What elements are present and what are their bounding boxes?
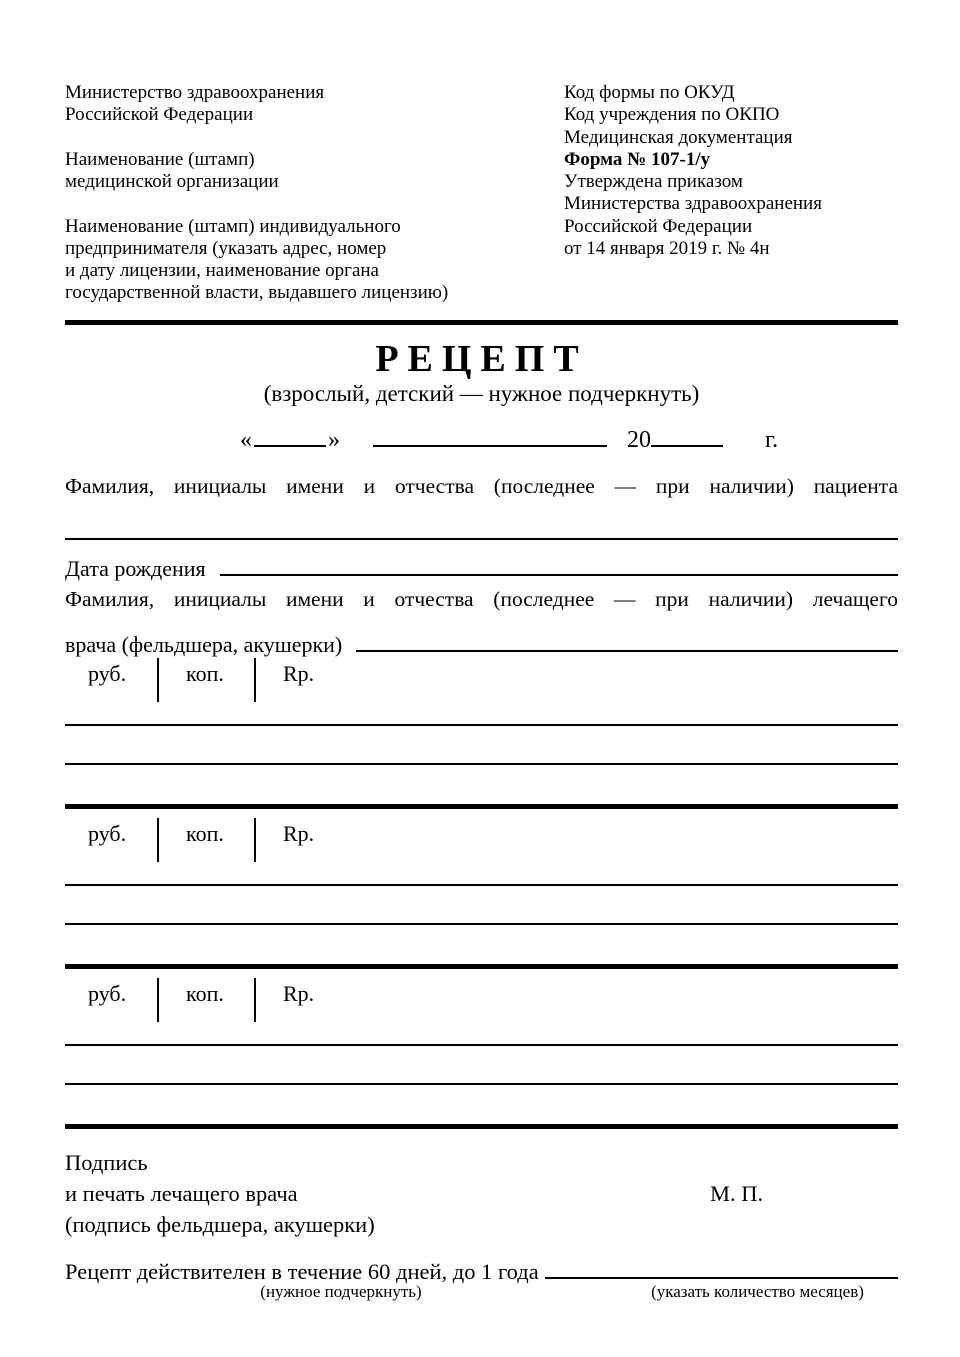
org-stamp-block: [65, 149, 535, 193]
approved-line: Российской Федерации: [564, 215, 753, 237]
validity-label: Рецепт действителен в течение 60 дней, до 1 года: [65, 1259, 539, 1284]
approved-line: от 14 января 2019 г. № 4н: [564, 238, 770, 260]
ministry-line: Министерство здравоохранения: [65, 82, 325, 103]
patient-name-label: Фамилия, инициалы имени и отчества (последнее — при наличии) пациента: [65, 474, 898, 498]
rx-write-line: [65, 923, 898, 925]
doctor-name-field: [356, 624, 898, 652]
rx-header: [65, 818, 898, 862]
signature-block: [65, 1147, 898, 1240]
day-field: [254, 419, 326, 447]
birth-date-row: [65, 548, 898, 582]
okpo-code-label: Код учреждения по ОКПО: [564, 104, 780, 126]
entrepreneur-stamp-line: государственной власти, выдавшего лицензию): [65, 282, 449, 303]
kop-label: коп.: [186, 821, 224, 846]
entrepreneur-stamp-block: [65, 216, 535, 304]
form-title: РЕЦЕПТ: [375, 338, 588, 380]
doctor-name-label: Фамилия, инициалы имени и отчества (последнее — при наличии) лечащего: [65, 587, 898, 611]
org-stamp-line: медицинской организации: [65, 171, 279, 192]
signature-line: и печать лечащего врача: [65, 1181, 298, 1206]
rx-block-2: [65, 818, 898, 969]
header-divider: [65, 320, 898, 325]
form-subtitle: (взрослый, детский — нужное подчеркнуть): [263, 381, 700, 406]
rx-write-line: [65, 1044, 898, 1046]
rp-label: Rp.: [283, 981, 315, 1006]
validity-months-field: [545, 1248, 898, 1279]
rp-label: Rp.: [283, 661, 315, 686]
rx-write-line: [65, 884, 898, 886]
rub-label: руб.: [88, 821, 127, 846]
footnotes-row: [65, 1281, 898, 1303]
stamp-place-mark: М. П.: [710, 1181, 764, 1206]
month-field: [373, 419, 607, 447]
entrepreneur-stamp-line: и дату лицензии, наименование органа: [65, 260, 379, 281]
rx-block-divider: [65, 964, 898, 969]
org-stamp-line: Наименование (штамп): [65, 149, 255, 170]
rp-label: Rp.: [283, 821, 315, 846]
approved-line: Утверждена приказом: [564, 171, 743, 193]
rx-block-1: [65, 658, 898, 809]
rx-header: [65, 658, 898, 702]
birth-date-field: [220, 548, 898, 576]
entrepreneur-stamp-line: предпринимателя (указать адрес, номер: [65, 238, 387, 259]
date-row: [65, 419, 898, 459]
validity-row: [65, 1248, 898, 1284]
signature-line: Подпись: [65, 1150, 148, 1175]
close-quote: »: [328, 427, 340, 453]
kop-label: коп.: [186, 981, 224, 1006]
form-header: [65, 82, 898, 304]
rx-header: [65, 978, 898, 1022]
rx-block-3: [65, 978, 898, 1129]
year-suffix: г.: [765, 427, 779, 453]
form-number: Форма № 107-1/у: [564, 148, 711, 170]
ministry-line: Российской Федерации: [65, 104, 254, 125]
entrepreneur-stamp-line: Наименование (штамп) индивидуального: [65, 216, 401, 237]
doctor-name-row: [65, 624, 898, 658]
rub-label: руб.: [88, 661, 127, 686]
open-quote: «: [240, 427, 252, 453]
doctor-name-label-2: врача (фельдшера, акушерки): [65, 632, 343, 657]
kop-label: коп.: [186, 661, 224, 686]
year-field: [651, 419, 723, 447]
rx-write-line: [65, 1083, 898, 1085]
ministry-block: [65, 82, 535, 126]
issuer-block: [65, 82, 535, 304]
signature-line: (подпись фельдшера, акушерки): [65, 1212, 375, 1237]
months-note: (указать количество месяцев): [651, 1282, 864, 1301]
year-prefix: 20: [627, 427, 651, 453]
med-doc-label: Медицинская документация: [564, 126, 793, 148]
patient-name-field: [65, 538, 898, 540]
okud-code-label: Код формы по ОКУД: [564, 82, 735, 103]
rx-block-divider: [65, 1124, 898, 1129]
approved-line: Министерства здравоохранения: [564, 193, 822, 215]
rx-block-divider: [65, 804, 898, 809]
rx-write-line: [65, 724, 898, 726]
birth-date-label: Дата рождения: [65, 556, 206, 581]
rub-label: руб.: [88, 981, 127, 1006]
underline-note: (нужное подчеркнуть): [260, 1282, 422, 1301]
rx-write-line: [65, 763, 898, 765]
form-codes-block: [564, 82, 898, 304]
